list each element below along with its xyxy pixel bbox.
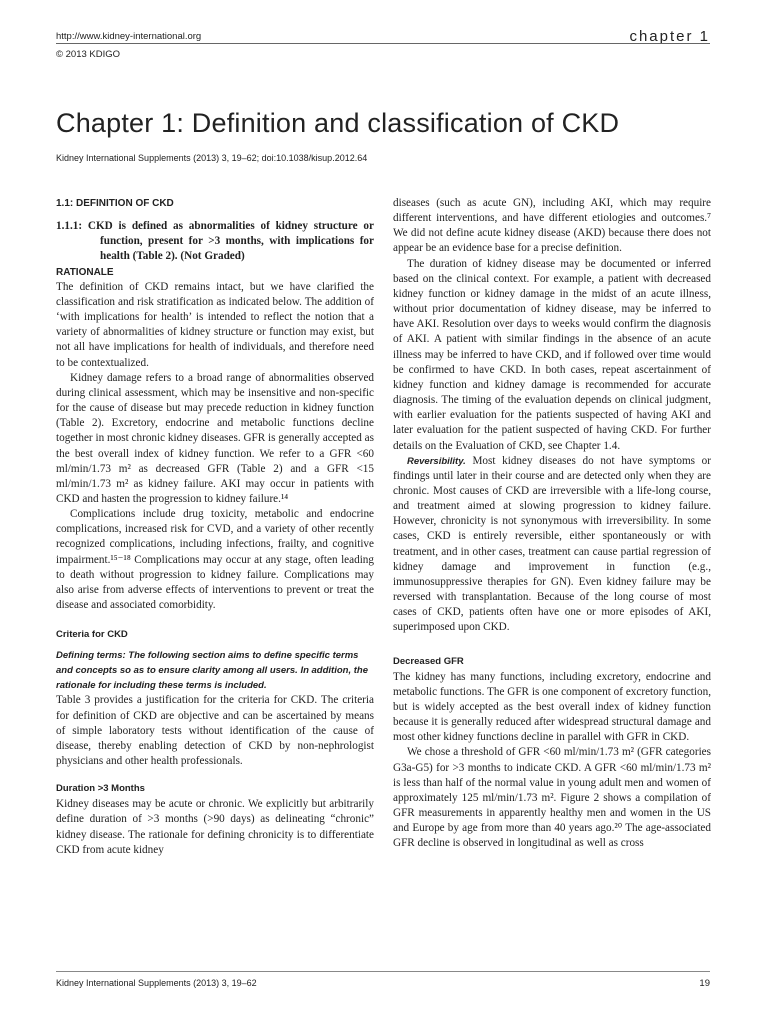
header-divider (56, 43, 710, 44)
page-title: Chapter 1: Definition and classification of CKD (56, 108, 620, 138)
gfr-heading: Decreased GFR (393, 655, 464, 667)
defining-terms: Defining terms: The following section aims to define specific terms and concepts so as to ensure clarity among all users. In addition, the rationale for including these terms is included. (56, 650, 368, 692)
copyright: © 2013 KDIGO (56, 49, 121, 60)
right-paragraph-2: The duration of kidney disease may be documented or inferred based on the clinical context. For example, a patient with decreased kidney function or kidney damage in the midst of an acute illness, without prior documentation of kidney disease, may be inferred to have AKI. Resolution over days to weeks would confirm the diagnosis of AKI. A patient with similar findings in the absence of an acute illness may be inferred to have CKD, and if followed over time would be confirmed to have CKD. In both cases, repeat ascertainment of kidney function and kidney damage is recommended for accurate diagnosis. The timing of the evaluation depends on clinical judgment, with earlier evaluation for the patients suspected of having AKI and later evaluation for the patient suspected of having CKD. For further details on the Evaluation of CKD, see Chapter 1.4. (393, 257, 711, 452)
reversibility-paragraph (393, 454, 711, 636)
rationale-paragraph-3: Complications include drug toxicity, metabolic and endocrine complications, increased risk for CVD, and a variety of other recently recognized complications, including infections, frailty, and cognitive impairment.¹⁵⁻¹⁸ Complications may occur at any stage, often leading to death without progression to kidney failure. Complications may also arise from adverse effects of interventions to prevent or treat the disease and associated comorbidity. (56, 508, 374, 612)
recommendation: 1.1.1: CKD is defined as abnormalities of kidney structure or function, present for >3 months, with implications for health (Table 2). (Not Graded) (56, 220, 374, 263)
section-heading: 1.1: DEFINITION OF CKD (56, 198, 174, 209)
reversibility-label: Reversibility. (407, 455, 466, 467)
criteria-heading: Criteria for CKD (56, 629, 128, 641)
criteria-paragraph: Table 3 provides a justification for the criteria for CKD. The criteria for definition of CKD are objective and can be ascertained by means of simple laboratory tests without identification of the cause of disease, thereby enabling detection of CKD by non-nephrologist physicians and other health professionals. (56, 694, 374, 767)
right-paragraph-1: diseases (such as acute GN), including AKI, which may require different interventions, and have different etiologies and outcomes.⁷ We did not define acute kidney disease (AKD) because there does not appear be an evidence base for a precise definition. (393, 197, 711, 255)
footer-divider (56, 971, 710, 972)
reversibility-text: Most kidney diseases do not have symptoms or findings until later in their course and are detected only when they are chronic. Most causes of CKD are irreversible with a life-long course, and treatment aimed at slowing progression to kidney failure. However, chronicity is not synonymous with irreversibility. In some cases, CKD is entirely reversible, either spontaneously or with treatment, and in other cases, treatment can cause partial regression of kidney damage and improvement in function (e.g., immunosuppressive therapies for GN). Even kidney failure may be reversed with transplantation. Because of the long course of most cases of CKD, patients often have one or more episodes of AKI, superimposed upon CKD. (393, 454, 711, 634)
rationale-paragraph-2: Kidney damage refers to a broad range of abnormalities observed during clinical assessment, which may be insensitive and non-specific for the cause of disease but may precede reduction in kidney function (Table 2). Excretory, endocrine and metabolic functions decline together in most chronic kidney diseases. GFR is generally accepted as the best overall index of kidney function. We refer to a GFR <60 ml/min/1.73 m² as decreased GFR (Table 2) and a GFR <15 ml/min/1.73 m² as kidney failure. AKI may occur in patients with CKD and hasten the progression to kidney failure.¹⁴ (56, 371, 374, 505)
journal-url[interactable]: http://www.kidney-international.org (56, 31, 202, 42)
gfr-paragraph-2: We chose a threshold of GFR <60 ml/min/1.73 m² (GFR categories G3a-G5) for >3 months to indicate CKD. A GFR <60 ml/min/1.73 m² is less than half of the normal value in young adult men and women of approximately 125 ml/min/1.73 m². Figure 2 shows a compilation of GFR measurements in apparently healthy men and women in the US and Europe by age from more than 40 years ago.²⁰ The age-associated GFR decline is observed in longitudinal as well as cross (393, 746, 711, 850)
rationale-heading: RATIONALE (56, 266, 114, 278)
rationale-paragraph-1: The definition of CKD remains intact, but we have clarified the classification and risk stratification as indicated below. The addition of ‘with implications for health’ is intended to reflect the notion that a variety of abnormalities of kidney structure or function may exist, but not all have implications for health of individuals, and therefore need to be contextualized. (56, 280, 374, 369)
footer-citation: Kidney International Supplements (2013) 3, 19–62 (56, 978, 257, 988)
left-column (56, 196, 374, 858)
chapter-label: chapter 1 (629, 28, 710, 45)
gfr-paragraph-1: The kidney has many functions, including excretory, endocrine and metabolic functions. The GFR is one component of excretory function, but is widely accepted as the best overall index of kidney function because it is generally reduced after widespread structural damage and most other kidney functions decline in parallel with GFR in CKD. (393, 670, 711, 744)
duration-heading: Duration >3 Months (56, 783, 145, 795)
citation: Kidney International Supplements (2013) 3, 19–62; doi:10.1038/kisup.2012.64 (56, 153, 368, 163)
right-column (393, 196, 711, 852)
page-number: 19 (699, 978, 710, 989)
duration-paragraph: Kidney diseases may be acute or chronic. We explicitly but arbitrarily define duration of >3 months (>90 days) as delineating “chronic” kidney disease. The rationale for defining chronicity is to differentiate CKD from acute kidney (56, 798, 374, 856)
